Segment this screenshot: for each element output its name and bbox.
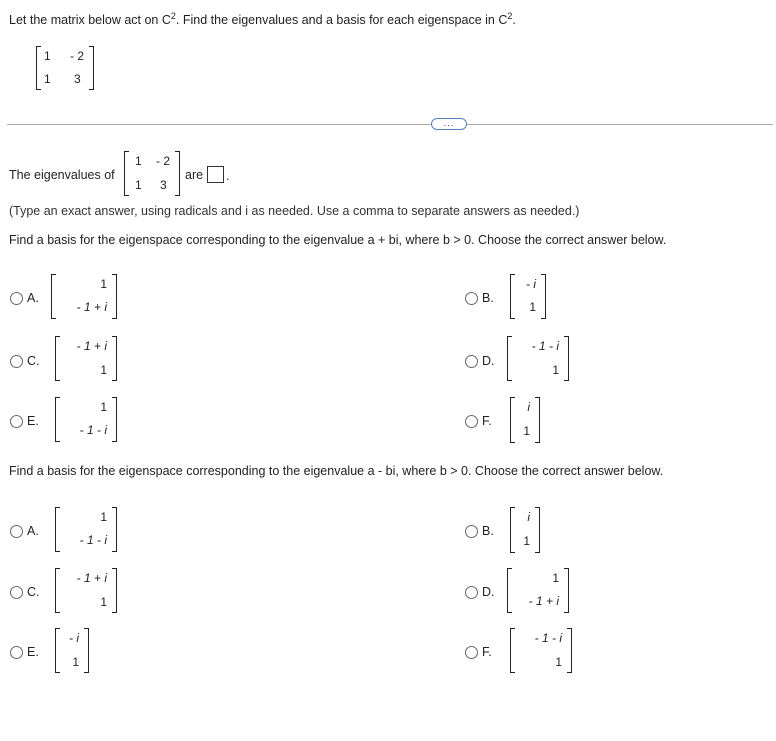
radio-button[interactable] <box>10 586 23 599</box>
radio-button[interactable] <box>465 646 478 659</box>
radio-button[interactable] <box>10 646 23 659</box>
matrix-cell: 1 <box>44 72 51 86</box>
eigenvalues-suffix: are <box>185 168 204 182</box>
radio-button[interactable] <box>465 415 478 428</box>
part2-vector-f: - 1 - i 1 <box>510 628 572 673</box>
radio-button[interactable] <box>465 525 478 538</box>
eigenvalues-matrix <box>124 151 180 196</box>
part1-vector-b: - i 1 <box>510 274 546 319</box>
part2-vector-c: - 1 + i 1 <box>55 568 117 613</box>
part1-prompt: Find a basis for the eigenspace corresponding to the eigenvalue a + bi, where b > 0. Choose the correct answer below. <box>9 233 667 247</box>
part2-vector-b: i 1 <box>510 507 540 553</box>
matrix-cell: - 2 <box>70 49 85 63</box>
matrix-cell: - 2 <box>156 154 171 168</box>
part2-prompt: Find a basis for the eigenspace corresponding to the eigenvalue a - bi, where b > 0. Choose the correct answer below. <box>9 464 664 478</box>
matrix-cell: 3 <box>160 178 167 192</box>
radio-button[interactable] <box>465 355 478 368</box>
eigenvalues-hint: (Type an exact answer, using radicals and i as needed. Use a comma to separate answers as needed.) <box>9 204 580 218</box>
radio-button[interactable] <box>465 292 478 305</box>
more-button[interactable]: ... <box>431 118 467 130</box>
section-divider <box>7 124 773 125</box>
eigenvalues-period: . <box>226 169 230 183</box>
part1-vector-a: 1 - 1 + i <box>51 274 117 319</box>
part1-vector-c: - 1 + i 1 <box>55 336 117 381</box>
question-intro: Let the matrix below act on $C^2$. Find the eigenvalues and a basis for each eigenspace in $C^2$. <box>9 11 516 28</box>
radio-button[interactable] <box>10 415 23 428</box>
part2-vector-a: 1 - 1 - i <box>55 507 117 552</box>
part1-vector-d: - 1 - i 1 <box>507 336 569 381</box>
eigenvalues-prefix: The eigenvalues of <box>9 168 115 182</box>
radio-button[interactable] <box>465 586 478 599</box>
matrix-cell: 3 <box>74 72 81 86</box>
matrix-cell: 1 <box>135 154 142 168</box>
part2-vector-e: - i 1 <box>55 628 89 673</box>
part2-vector-d: 1 - 1 + i <box>507 568 569 613</box>
matrix-cell: 1 <box>135 178 142 192</box>
radio-button[interactable] <box>10 355 23 368</box>
part1-vector-f: i 1 <box>510 397 540 443</box>
radio-button[interactable] <box>10 525 23 538</box>
radio-button[interactable] <box>10 292 23 305</box>
part1-vector-e: 1 - 1 - i <box>55 397 117 442</box>
question-matrix <box>36 46 94 90</box>
eigenvalues-answer-input[interactable] <box>207 166 224 183</box>
matrix-cell: 1 <box>44 49 51 63</box>
